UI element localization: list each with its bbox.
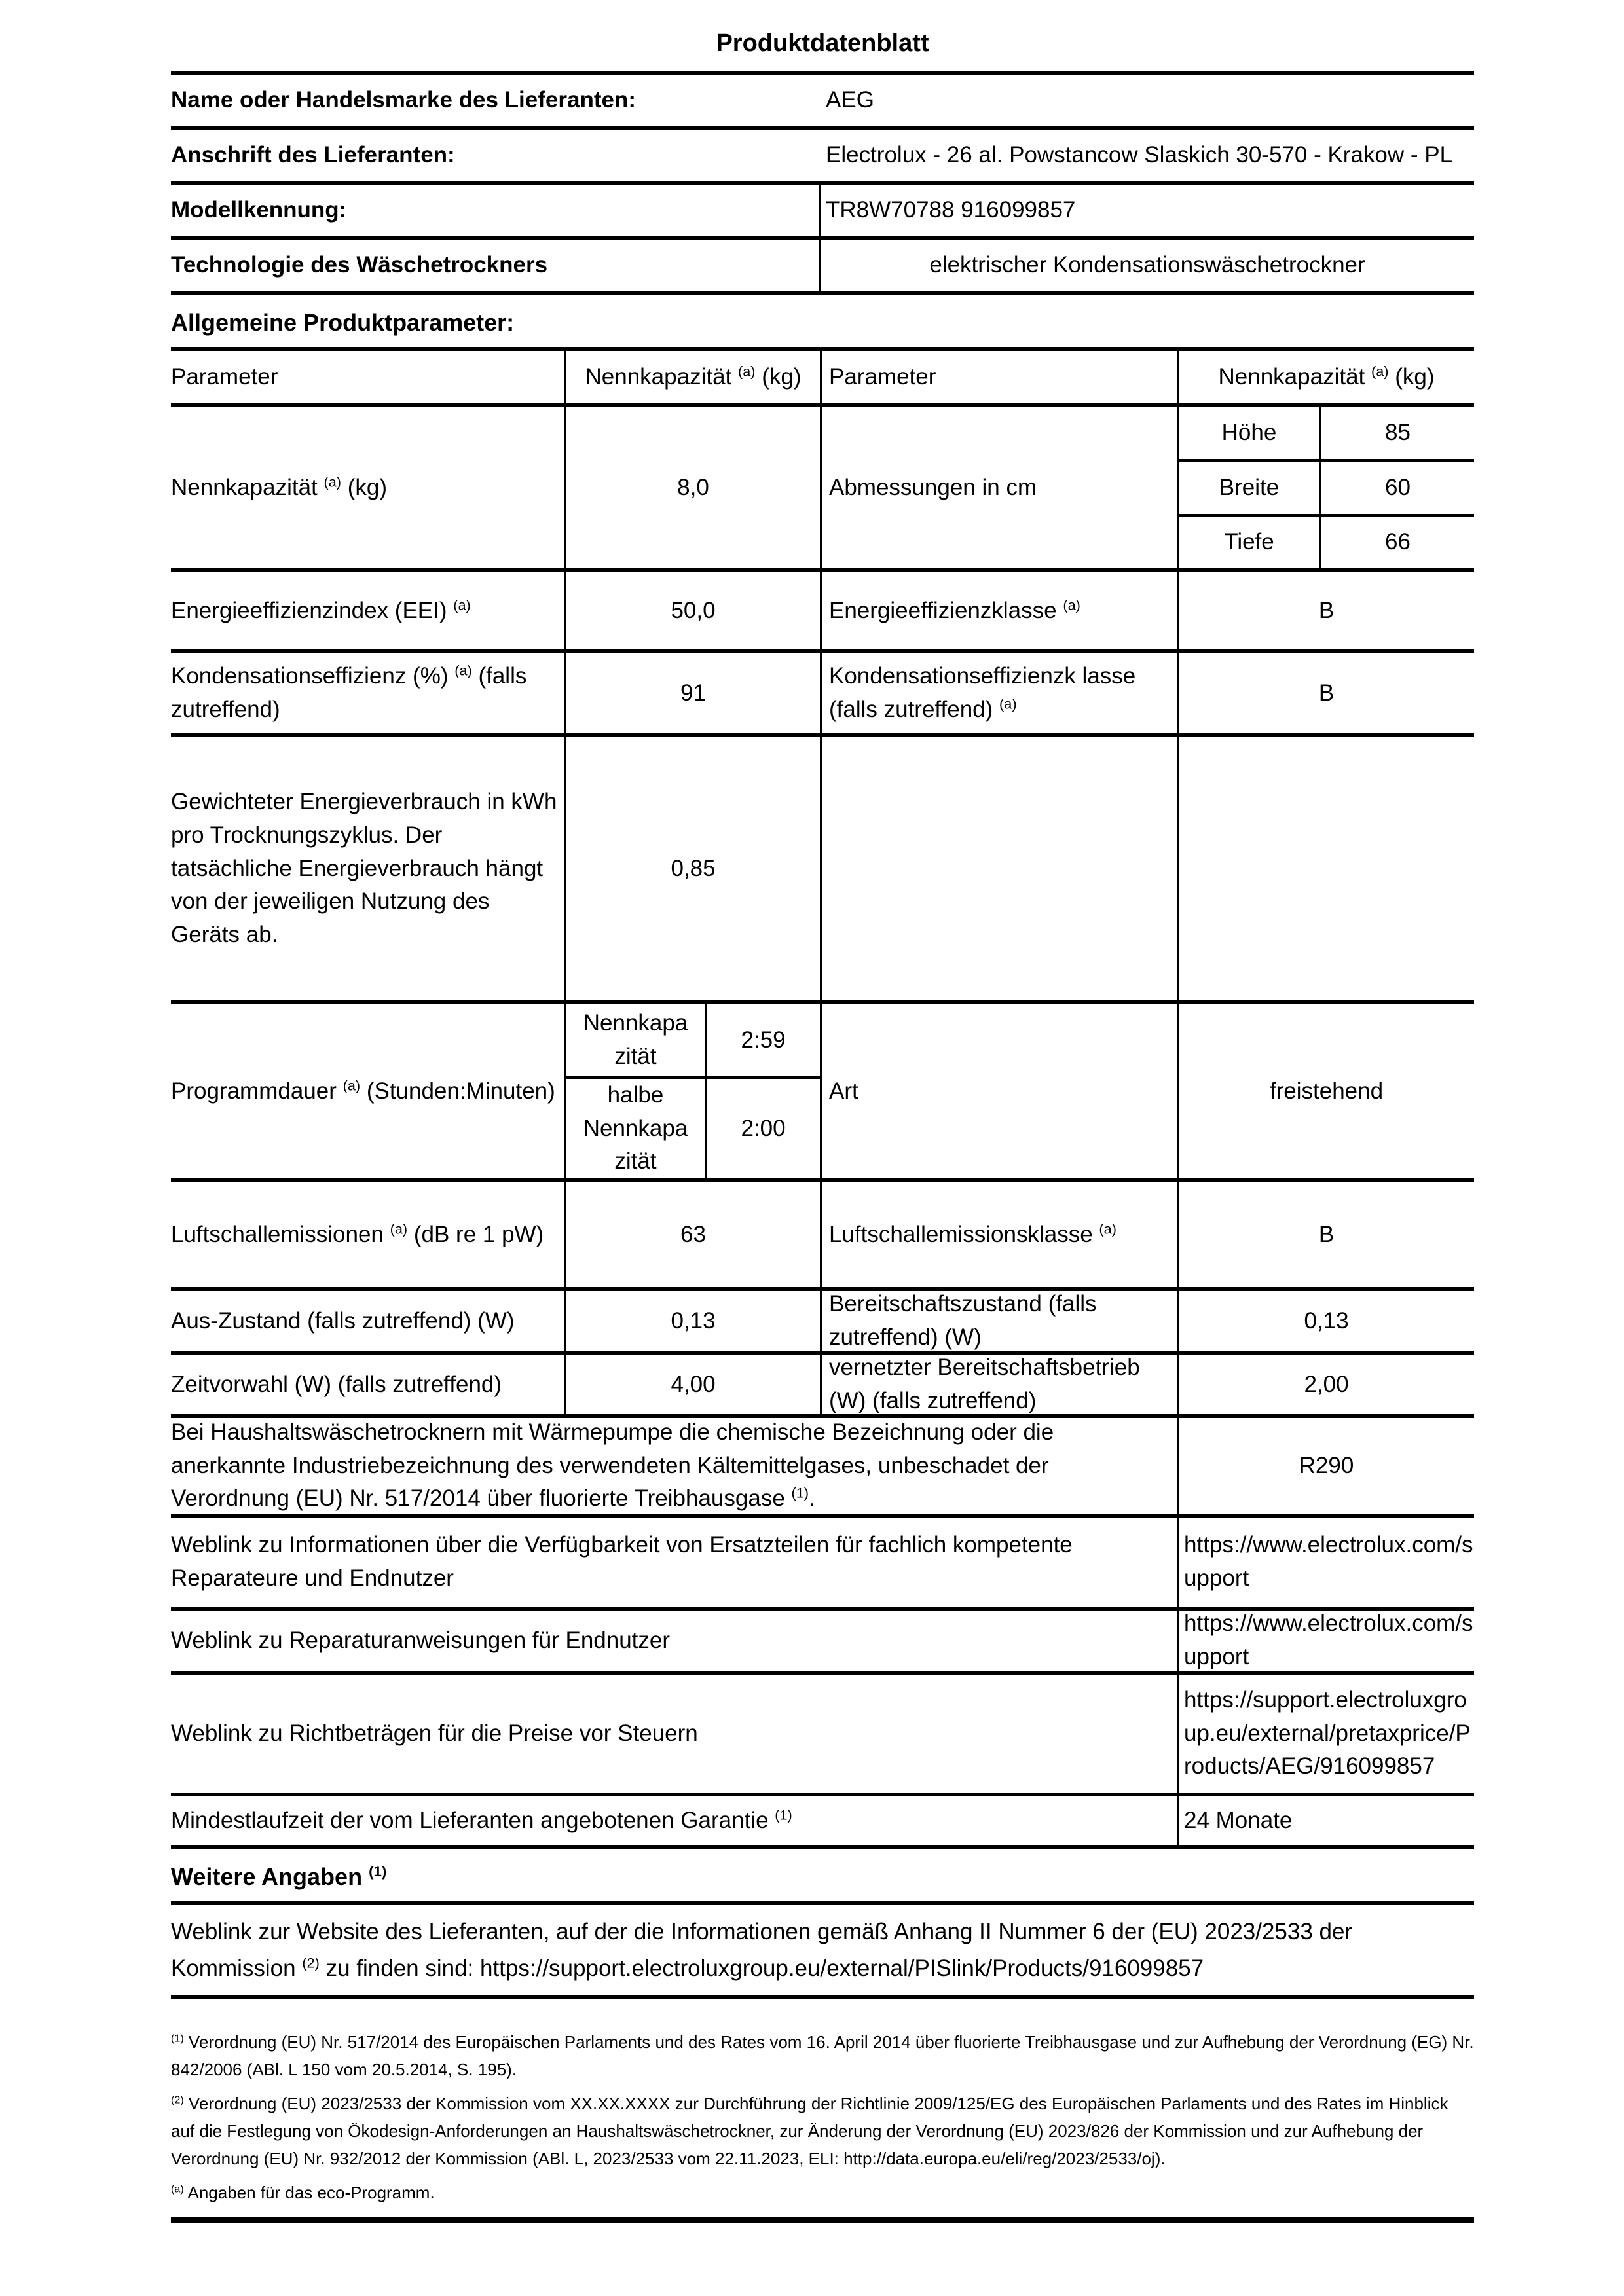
param-value: R290	[1299, 1452, 1354, 1478]
param-label: Kondensationseffizienzk lasse (falls zutreffend) $^{(a)}$	[822, 653, 1179, 733]
param-value: 2,00	[1304, 1371, 1349, 1397]
bottom-rule	[171, 2217, 1474, 2223]
param-value: 63	[566, 1182, 822, 1287]
header-text: Nennkapazität $^{(a)}$ (kg)	[585, 362, 802, 390]
table-row-program-duration	[171, 1000, 1474, 1178]
duration-row-half	[566, 1076, 820, 1178]
supplier-row-label: Name oder Handelsmarke des Lieferanten:	[171, 86, 636, 113]
param-label: Weblink zu Richtbeträgen für die Preise vor Steuern	[171, 1675, 1179, 1793]
supplier-info-table	[171, 71, 1474, 295]
section-heading-more-info: Weitere Angaben $^{(1)}$	[171, 1863, 387, 1890]
section-heading-general-params: Allgemeine Produktparameter:	[171, 309, 515, 336]
table-row-weblink-price	[171, 1671, 1474, 1793]
param-value: 0,85	[566, 737, 822, 1000]
dimension-row-depth	[1179, 514, 1474, 568]
param-value: B	[1318, 680, 1335, 706]
param-label: Programmdauer $^{(a)}$ (Stunden:Minuten)	[171, 1004, 566, 1178]
param-value: 91	[566, 653, 822, 733]
header-text: Nennkapazität $^{(a)}$ (kg)	[1218, 362, 1435, 390]
param-label: Art	[822, 1004, 1179, 1178]
table-row-off-mode	[171, 1287, 1474, 1351]
header-parameter-right: Parameter	[822, 351, 1179, 403]
supplier-website-text: Weblink zur Website des Lieferanten, auf der die Informationen gemäß Anhang II Nummer 6 der (EU) 2023/2533 der Kommission $^{(2)}$ zu finden sind: https://support.electroluxgroup.eu/external/PISlink/Products/916099857	[171, 1919, 1353, 1981]
param-label: Mindestlaufzeit der vom Lieferanten angebotenen Garantie $^{(1)}$	[171, 1796, 1179, 1845]
supplier-row-name	[171, 71, 1474, 126]
param-label: Weblink zu Reparaturanweisungen für Endnutzer	[171, 1611, 1179, 1671]
table-row-condensation	[171, 649, 1474, 733]
table-row-weblink-repair	[171, 1607, 1474, 1671]
param-label: Zeitvorwahl (W) (falls zutreffend)	[171, 1355, 566, 1414]
supplier-row-value: TR8W70788 916099857	[826, 196, 1076, 223]
header-parameter-left: Parameter	[171, 351, 566, 403]
table-row-warranty	[171, 1793, 1474, 1845]
param-value: 0,13	[566, 1291, 822, 1351]
param-label: Aus-Zustand (falls zutreffend) (W)	[171, 1291, 566, 1351]
table-header-row	[171, 347, 1474, 403]
param-label: Weblink zu Informationen über die Verfügbarkeit von Ersatzteilen für fachlich kompetente Reparateure und Endnutzer	[171, 1518, 1179, 1607]
supplier-row-label: Anschrift des Lieferanten:	[171, 141, 455, 168]
dimension-value: 60	[1385, 474, 1411, 500]
param-value: freistehend	[1269, 1078, 1384, 1104]
table-row-noise	[171, 1178, 1474, 1287]
param-value: 24 Monate	[1184, 1807, 1293, 1833]
supplier-row-label: Technologie des Wäschetrockners	[171, 240, 821, 291]
weblink-value: https://support.electroluxgroup.eu/external/pretaxprice/Products/AEG/916099857	[1184, 1686, 1471, 1779]
page-content	[171, 0, 1474, 2206]
supplier-website-row	[171, 1901, 1474, 1999]
divider	[171, 1845, 1474, 1849]
param-label: Gewichteter Energieverbrauch in kWh pro Trocknungszyklus. Der tatsächliche Energieverbrauch hängt von der jeweiligen Nutzung des Geräts ab.	[171, 737, 566, 1000]
dimensions-subtable	[1179, 407, 1474, 568]
param-value: 0,13	[1304, 1307, 1349, 1334]
dimension-row-width	[1179, 459, 1474, 513]
param-label: Luftschallemissionen $^{(a)}$ (dB re 1 pW)	[171, 1182, 566, 1287]
footnotes	[171, 2028, 1474, 2206]
footnote-2: $^{(2)}$ Verordnung (EU) 2023/2533 der Kommission vom XX.XX.XXXX zur Durchführung der Richtlinie 2009/125/EG des Europäischen Parlaments und des Rates im Hinblick auf die Festlegung von Ökodesign-Anforderungen an Haushaltswäschetrockner, zur Änderung der Verordnung (EU) 2023/826 der Kommission und zur Aufhebung der Verordnung (EU) Nr. 932/2012 der Kommission (ABl. L, 2023/2533 vom 22.11.2023, ELI: http://data.europa.eu/eli/reg/2023/2533/oj).	[171, 2094, 1449, 2168]
footnote-1: $^{(1)}$ Verordnung (EU) Nr. 517/2014 des Europäischen Parlaments und des Rates vom 16. April 2014 über fluorierte Treibhausgase und zur Aufhebung der Verordnung (EG) Nr. 842/2006 (ABl. L 150 vom 20.5.2014, S. 195).	[171, 2032, 1474, 2079]
supplier-row-value: Electrolux - 26 al. Powstancow Slaskich 30-570 - Krakow - PL	[826, 141, 1453, 168]
duration-name: Nennkapazität	[566, 1004, 707, 1076]
duration-value: 2:59	[741, 1027, 786, 1053]
param-label: Bereitschaftszustand (falls zutreffend) (W)	[822, 1291, 1179, 1351]
table-row-delay-start	[171, 1351, 1474, 1414]
param-value: 4,00	[566, 1355, 822, 1414]
supplier-row-model	[171, 181, 1474, 236]
duration-row-full	[566, 1004, 820, 1076]
param-label: Kondensationseffizienz (%) $^{(a)}$ (falls zutreffend)	[171, 653, 566, 733]
header-capacity-left	[566, 351, 822, 403]
empty-cell	[1179, 737, 1474, 1000]
dimension-value: 85	[1385, 420, 1411, 446]
supplier-row-technology	[171, 236, 1474, 291]
param-label: Energieeffizienzklasse $^{(a)}$	[822, 572, 1179, 649]
supplier-row-label: Modellkennung:	[171, 185, 821, 236]
supplier-row-value: elektrischer Kondensationswäschetrockner	[929, 251, 1365, 278]
duration-subtable	[566, 1004, 822, 1178]
param-value: B	[1318, 1221, 1335, 1247]
supplier-row-value: AEG	[826, 86, 874, 113]
weblink-value: https://www.electrolux.com/support	[1184, 1611, 1473, 1669]
param-label: Abmessungen in cm	[822, 407, 1179, 568]
footnote-a: $^{(a)}$ Angaben für das eco-Programm.	[171, 2183, 435, 2202]
param-label: Energieeffizienzindex (EEI) $^{(a)}$	[171, 572, 566, 649]
param-label: Bei Haushaltswäschetrocknern mit Wärmepumpe die chemische Bezeichnung oder die anerkannte Industriebezeichnung des verwendeten Kältemittelgases, unbeschadet der Verordnung (EU) Nr. 517/2014 über fluorierte Treibhausgase $^{(1)}$.	[171, 1418, 1179, 1514]
general-parameters-table	[171, 347, 1474, 1849]
table-row-weblink-spares	[171, 1514, 1474, 1607]
dimension-name: Tiefe	[1179, 517, 1321, 568]
supplier-row-address	[171, 126, 1474, 181]
param-value: 50,0	[566, 572, 822, 649]
table-row-energy-consumption	[171, 733, 1474, 1000]
table-row-eei	[171, 568, 1474, 649]
divider	[171, 291, 1474, 295]
duration-name: halbe Nennkapazität	[566, 1079, 707, 1178]
empty-cell	[822, 737, 1179, 1000]
param-value: 8,0	[566, 407, 822, 568]
table-row-capacity	[171, 403, 1474, 568]
table-row-refrigerant	[171, 1414, 1474, 1514]
param-label: vernetzter Bereitschaftsbetrieb (W) (falls zutreffend)	[822, 1355, 1179, 1414]
weblink-value: https://www.electrolux.com/support	[1184, 1532, 1473, 1591]
page-title: Produktdatenblatt	[716, 29, 929, 57]
dimension-value: 66	[1385, 528, 1411, 555]
duration-value: 2:00	[741, 1115, 786, 1141]
param-label: Nennkapazität $^{(a)}$ (kg)	[171, 407, 566, 568]
param-value: B	[1318, 597, 1335, 623]
param-label: Luftschallemissionsklasse $^{(a)}$	[822, 1182, 1179, 1287]
dimension-name: Höhe	[1179, 407, 1321, 459]
dimension-row-height	[1179, 407, 1474, 459]
dimension-name: Breite	[1179, 462, 1321, 513]
header-capacity-right	[1179, 351, 1474, 403]
